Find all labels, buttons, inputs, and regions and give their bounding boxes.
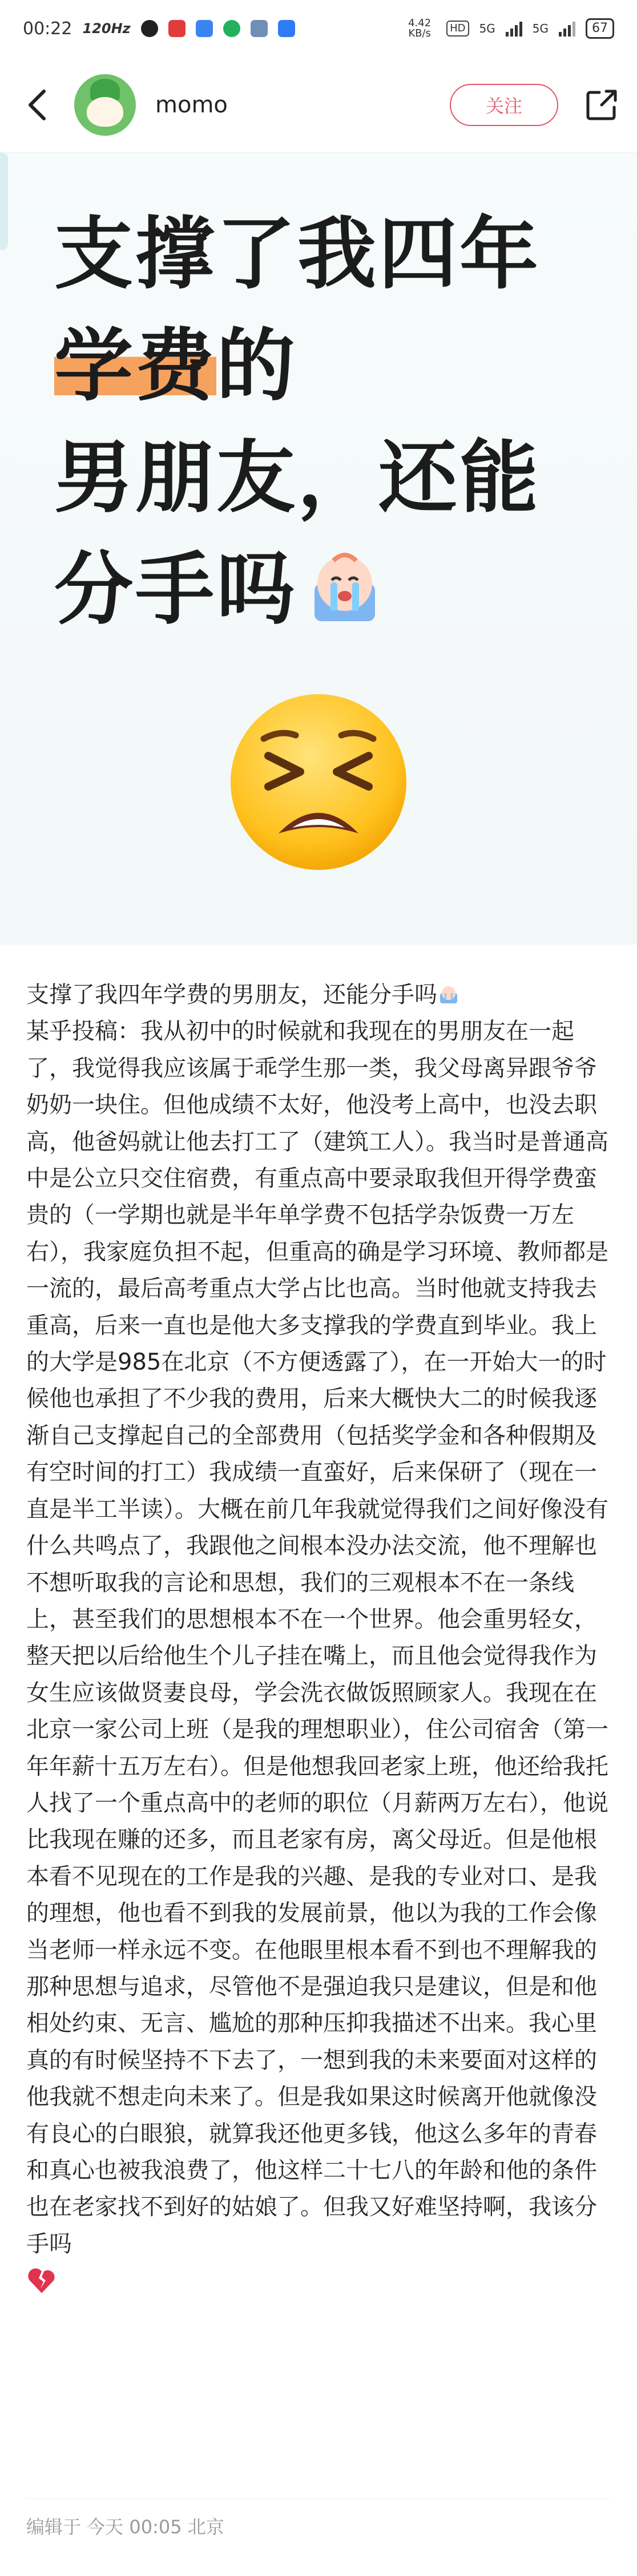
headline-line-4-text: 分手吗	[54, 544, 298, 635]
battery-icon: 67	[586, 18, 614, 39]
clock: 00:22	[23, 18, 72, 39]
post-article	[26, 977, 611, 2296]
cover-headline	[54, 199, 602, 646]
share-icon[interactable]	[583, 87, 620, 123]
follow-button[interactable]: 关注	[450, 84, 558, 126]
files-app-icon	[196, 20, 213, 37]
cover-edge-tab	[0, 153, 8, 250]
crying-face-icon	[437, 980, 460, 1003]
headline-line-4	[54, 534, 602, 646]
broken-heart-icon	[26, 2266, 57, 2296]
cover-image[interactable]	[0, 153, 637, 945]
status-left	[23, 19, 295, 39]
news-app-icon	[168, 20, 186, 37]
edit-meta: 编辑于 今天 00:05 北京	[26, 2516, 224, 2538]
back-icon[interactable]	[17, 85, 57, 125]
headline-line-1: 支撑了我四年	[54, 208, 541, 300]
username[interactable]: momo	[155, 91, 228, 118]
divider	[26, 2498, 611, 2499]
network-a: 5G	[479, 22, 495, 35]
post-title: 支撑了我四年学费的男朋友，还能分手吗	[26, 977, 611, 1013]
network-b: 5G	[532, 22, 549, 35]
signal-icon	[559, 21, 575, 37]
net-speed: 4.42 KB/s	[408, 17, 432, 39]
qq-app-icon	[141, 20, 158, 37]
tired-face-icon	[228, 692, 409, 872]
avatar[interactable]	[74, 74, 136, 136]
status-right	[403, 18, 614, 39]
headline-line-2-rest: 的	[216, 320, 298, 412]
notes-app-icon	[251, 20, 268, 37]
post-body: 某乎投稿：我从初中的时候就和我现在的男朋友在一起了，我觉得我应该属于乖学生那一类，我父母离异跟爷爷奶奶一块住。但他成绩不太好，他没考上高中，也没去职高，他爸妈就让他去打工了（建筑工人）。我当时是普通高中是公立只交住宿费，有重点高中要录取我但开得学费蛮贵的（一学期也就是半年单学费不包括学杂饭费一万左右），我家庭负担不起，但重高的确是学习环境、教师都是一流的，最后高考重点大学占比也高。当时他就支持我去重高，后来一直也是他大多支撑我的学费直到毕业。我上的大学是985在北京（不方便透露了），在一开始大一的时候他也承担了不少我的费用，后来大概快大二的时候我逐渐自己支撑起自己的全部费用（包括奖学金和各种假期及有空时间的打工）我成绩一直蛮好，后来保研了（现在一直是半工半读）。大概在前几年我就觉得我们之间好像没有什么共鸣点了，我跟他之间根本没办法交流，他不理解也不想听取我的言论和思想，我们的三观根本不在一条线上，甚至我们的思想根本不在一个世界。他会重男轻女，整天把以后给他生个儿子挂在嘴上，而且他会觉得我作为女生应该做贤妻良母，学会洗衣做饭照顾家人。我现在在北京一家公司上班（是我的理想职业），住公司宿舍（第一年年薪十五万左右）。但是他想我回老家上班，他还给我托人找了一个重点高中的老师的职位（月薪两万左右），他说比我现在赚的还多，而且老家有房，离父母近。但是他根本看不见现在的工作是我的兴趣、是我的专业对口、是我的理想，他也看不到我的发展前景，他以为我的工作会像当老师一样永远不变。在他眼里根本看不到也不理解我的那种思想与追求，尽管他不是强迫我只是建议，但是和他相处约束、无言、尴尬的那种压抑我描述不出来。我心里真的有时候坚持不下去了，一想到我的未来要面对这样的他我就不想走向未来了。但是我如果这时候离开他就像没有良心的白眼狼，就算我还他更多钱，他这么多年的青春和真心也被我浪费了，他这样二十七八的年龄和他的条件也在老家找不到好的姑娘了。但我又好难坚持啊，我该分手吗	[26, 1018, 608, 2257]
refresh-rate: 120Hz	[82, 21, 131, 37]
hd-badge: HD	[446, 21, 469, 37]
signal-icon	[506, 21, 522, 37]
headline-highlight: 学费	[54, 320, 217, 412]
crying-face-icon	[302, 544, 388, 629]
chat-app-icon	[223, 20, 240, 37]
headline-line-3: 男朋友，还能	[54, 432, 541, 524]
status-bar	[0, 0, 637, 57]
nav-bar	[0, 57, 637, 153]
headline-line-2	[54, 310, 602, 422]
store-app-icon	[278, 20, 295, 37]
